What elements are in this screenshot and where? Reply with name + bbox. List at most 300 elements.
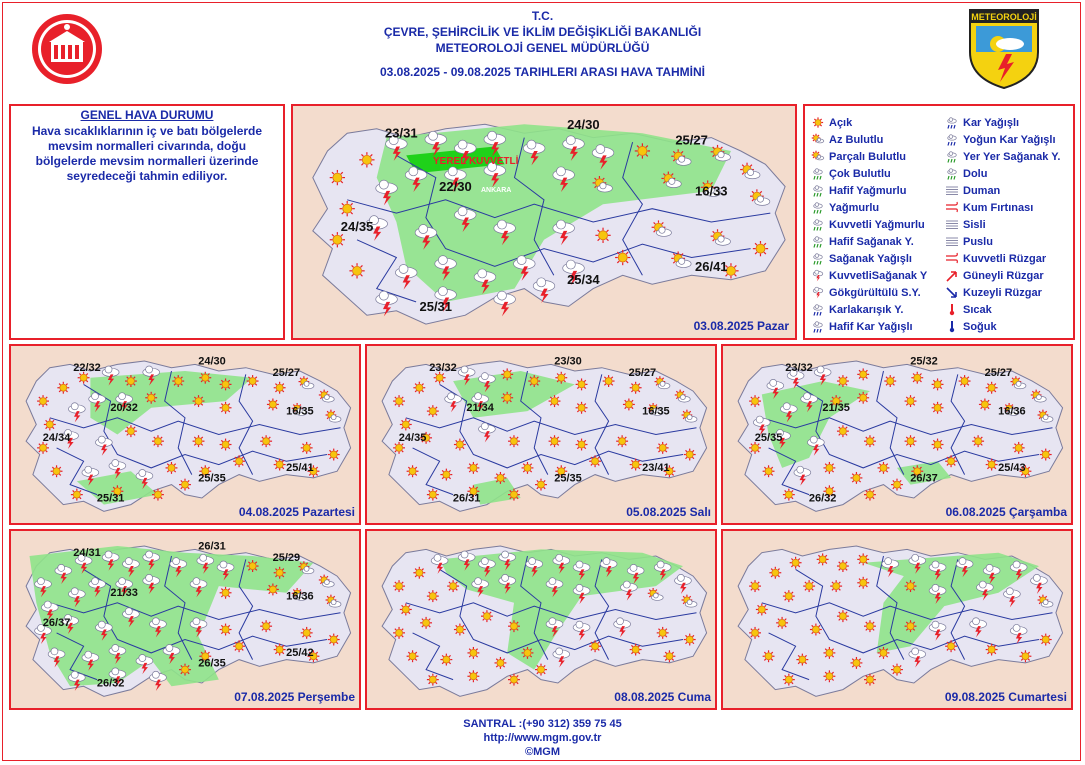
sun-icon [359, 152, 374, 167]
temperature-label: 16/33 [695, 183, 728, 199]
legend-item [945, 131, 1060, 148]
sun-icon [790, 557, 802, 569]
sun-icon [71, 489, 83, 501]
legend-item-label: Dolu [963, 167, 988, 180]
sun-icon [864, 435, 876, 447]
sun-icon [44, 419, 56, 431]
temperature-label: 20/32 [110, 402, 138, 415]
legend-item [811, 318, 927, 335]
temperature-label: 16/35 [642, 405, 670, 418]
temperature-label: 21/34 [466, 402, 494, 415]
sun-icon [905, 620, 917, 632]
header-directorate: METEOROLOJİ GENEL MÜDÜRLÜĞÜ [435, 41, 650, 55]
north-wind-icon [945, 286, 959, 299]
sun-icon [494, 472, 506, 484]
sun-icon [260, 435, 272, 447]
sun-icon [467, 670, 479, 682]
sun-icon [830, 580, 842, 592]
partly-cloudy-icon [811, 150, 825, 163]
legend-item-label: Yer Yer Sağanak Y. [963, 150, 1061, 163]
temperature-label: 26/32 [808, 492, 837, 505]
legend-item-label: Gökgürültülü S.Y. [829, 286, 921, 299]
sun-icon [393, 580, 405, 592]
heavy-rain-icon [811, 218, 825, 231]
legend-item-label: Puslu [963, 235, 993, 248]
sun-icon [857, 368, 869, 380]
fog-icon [945, 218, 959, 231]
sun-icon [864, 489, 876, 501]
legend-item-label: KuvvetliSağanak Y [829, 269, 928, 282]
sun-icon [837, 610, 849, 622]
legend-box [803, 104, 1075, 340]
sun-icon [274, 567, 286, 579]
sun-icon [447, 580, 459, 592]
sun-icon [763, 650, 775, 662]
sun-icon [481, 610, 493, 622]
sun-icon [193, 435, 205, 447]
sun-icon [247, 560, 259, 572]
legend-item-label: Sağanak Yağışlı [829, 252, 912, 265]
main-forecast-map [291, 104, 797, 340]
temperature-label: 26/37 [910, 472, 938, 485]
legend-item [811, 199, 927, 216]
sun-icon [823, 462, 835, 474]
south-wind-icon [945, 269, 959, 282]
sun-icon [783, 674, 795, 686]
day-map-1-date: 04.08.2025 Pazartesi [238, 505, 355, 519]
temperature-label: 24/30 [198, 355, 226, 368]
legend-item [811, 114, 927, 131]
cloudy-icon [811, 167, 825, 180]
sun-icon [179, 479, 191, 491]
temperature-label: 23/41 [642, 462, 670, 475]
hail-icon [945, 167, 959, 180]
day-map-2-svg [367, 346, 715, 523]
temperature-label: 25/27 [675, 132, 708, 148]
smoke-icon [945, 184, 959, 197]
sun-icon [494, 657, 506, 669]
temperature-label: 25/29 [272, 552, 301, 565]
sun-icon [823, 647, 835, 659]
sun-icon [959, 375, 971, 387]
temperature-label: 23/32 [429, 362, 457, 375]
sun-icon [528, 375, 540, 387]
sun-icon [603, 375, 615, 387]
sun-icon [508, 674, 520, 686]
meteoroloji-logo [968, 8, 1040, 90]
temperature-label: 23/31 [385, 125, 418, 141]
few-clouds-icon [811, 133, 825, 146]
sun-icon [420, 617, 432, 629]
sun-icon [267, 583, 279, 595]
sun-icon [635, 143, 650, 158]
legend-item-label: Hafif Kar Yağışlı [829, 320, 913, 333]
heavy-shower-icon [811, 269, 825, 282]
sun-icon [467, 647, 479, 659]
sun-icon [413, 567, 425, 579]
sun-icon [576, 402, 588, 414]
legend-item [811, 216, 927, 233]
general-weather-title: GENEL HAVA DURUMU [80, 108, 214, 122]
temperature-label: 25/27 [984, 367, 1013, 380]
sun-icon [769, 567, 781, 579]
city-ankara: ANKARA [481, 187, 512, 194]
sun-icon [267, 398, 279, 410]
legend-item [945, 301, 1060, 318]
sun-icon [427, 489, 439, 501]
sun-icon [152, 435, 164, 447]
sun-icon [986, 644, 998, 656]
sun-icon [837, 375, 849, 387]
sun-icon [891, 479, 903, 491]
sun-icon [220, 402, 232, 414]
sun-icon [454, 439, 466, 451]
meteoroloji-logo-text: METEOROLOJİ [971, 12, 1037, 22]
day-map-2-date: 05.08.2025 Salı [626, 505, 711, 519]
sun-icon [630, 644, 642, 656]
legend-item [811, 165, 927, 182]
sun-icon [328, 634, 340, 646]
legend-item [811, 148, 927, 165]
sun-icon [837, 560, 849, 572]
sun-icon [884, 375, 896, 387]
sun-icon [467, 462, 479, 474]
sun-icon [440, 654, 452, 666]
sun-icon [440, 469, 452, 481]
sun-icon [220, 624, 232, 636]
temperature-label: 26/41 [695, 258, 728, 274]
light-rain-icon [811, 184, 825, 197]
temperature-label: 16/35 [286, 405, 314, 418]
day-map-6-date: 09.08.2025 Cumartesi [944, 690, 1067, 704]
temperature-label: 22/32 [73, 362, 101, 375]
sun-icon [400, 604, 412, 616]
temperature-label: 25/31 [96, 492, 125, 505]
light-shower-icon [811, 235, 825, 248]
day-map-4-date: 07.08.2025 Perşembe [234, 690, 355, 704]
temperature-label: 25/34 [567, 272, 600, 288]
legend-item-label: Sıcak [963, 303, 992, 316]
temperature-label: 26/32 [96, 677, 125, 690]
main-map-svg [293, 106, 795, 338]
footer-phone: SANTRAL :(+90 312) 359 75 45 [463, 718, 622, 730]
sun-icon [328, 449, 340, 461]
header-ministry: ÇEVRE, ŞEHİRCİLİK VE İKLİM DEĞİŞİKLİĞİ BAKANLIĞI [383, 25, 702, 39]
general-weather-text: Hava sıcaklıklarının iç ve batı bölgelerde mevsim normalleri civarında, doğu bölgelerde mevsim normalleri üzerinde seyredeceği tahmin ediliyor. [31, 124, 263, 183]
sun-icon [796, 654, 808, 666]
legend-item-label: Açık [829, 116, 853, 129]
temperature-label: 23/30 [554, 355, 582, 368]
sun-icon [763, 465, 775, 477]
sun-icon [837, 425, 849, 437]
sun-icon [522, 462, 534, 474]
sun-icon [630, 382, 642, 394]
sun-icon [657, 627, 669, 639]
legend-item-label: Kar Yağışlı [963, 116, 1020, 129]
sun-icon [400, 419, 412, 431]
legend-item [945, 182, 1060, 199]
legend-item-label: Karlakarışık Y. [829, 303, 904, 316]
sun-icon [407, 465, 419, 477]
footer-copyright: ©MGM [525, 746, 560, 758]
sun-icon [945, 455, 957, 467]
sun-icon [535, 479, 547, 491]
legend-item [945, 199, 1060, 216]
sun-icon [986, 382, 998, 394]
header [0, 8, 1085, 80]
footer [0, 717, 1085, 759]
sun-icon [427, 590, 439, 602]
header-date-range: 03.08.2025 - 09.08.2025 TARIHLERI ARASI HAVA TAHMİNİ [380, 65, 705, 79]
sun-icon [179, 664, 191, 676]
sun-icon [811, 116, 825, 129]
sun-icon [595, 228, 610, 243]
sun-icon [51, 465, 63, 477]
legend-item [945, 250, 1060, 267]
temperature-label: 25/41 [286, 462, 314, 475]
sun-icon [260, 620, 272, 632]
sun-icon [864, 620, 876, 632]
temperature-label: 25/35 [754, 432, 783, 445]
thunderstorm-icon [811, 286, 825, 299]
sun-icon [972, 435, 984, 447]
sun-icon [340, 201, 355, 216]
sun-icon [193, 395, 205, 407]
strong-wind-icon [945, 252, 959, 265]
sun-icon [220, 378, 232, 390]
day-map-4-svg [11, 531, 359, 708]
sun-icon [817, 553, 829, 565]
sun-icon [986, 459, 998, 471]
temperature-label: 24/35 [398, 432, 427, 445]
general-weather-box [9, 104, 285, 340]
sun-icon [576, 439, 588, 451]
sun-icon [57, 382, 69, 394]
sun-icon [247, 375, 259, 387]
sun-icon [576, 378, 588, 390]
sun-icon [549, 435, 561, 447]
main-map-date: 03.08.2025 Pazar [693, 319, 789, 333]
day-map-3 [721, 344, 1073, 525]
legend-item [945, 233, 1060, 250]
temperature-label: 24/34 [42, 432, 71, 445]
sun-icon [878, 647, 890, 659]
day-map-1-svg [11, 346, 359, 523]
day-map-2 [365, 344, 717, 525]
sun-icon [623, 398, 635, 410]
sun-icon [233, 455, 245, 467]
temperature-label: 25/35 [198, 472, 226, 485]
sun-icon [878, 462, 890, 474]
sun-icon [783, 590, 795, 602]
temperature-label: 26/31 [198, 540, 226, 553]
sun-icon [166, 462, 178, 474]
sun-icon [932, 402, 944, 414]
footer-url[interactable]: http://www.mgm.gov.tr [483, 732, 602, 744]
temperature-label: 24/30 [567, 116, 600, 132]
sun-icon [501, 368, 513, 380]
temperature-label: 22/30 [439, 178, 472, 194]
sun-icon [979, 398, 991, 410]
legend-item-label: Duman [963, 184, 1001, 197]
legend-item-label: Parçalı Bulutlu [829, 150, 907, 163]
sun-icon [783, 489, 795, 501]
legend-right-column [945, 114, 1060, 335]
legend-item [945, 114, 1060, 131]
sun-icon [301, 442, 313, 454]
sun-icon [850, 657, 862, 669]
local-strong-banner: YEREL KUVVETLİ [433, 156, 519, 167]
legend-item-label: Hafif Sağanak Y. [829, 235, 914, 248]
sun-icon [911, 372, 923, 384]
legend-item-label: Kum Fırtınası [963, 201, 1034, 214]
sun-icon [330, 232, 345, 247]
hot-icon [945, 303, 959, 316]
temperature-label: 16/36 [998, 405, 1026, 418]
legend-item [945, 284, 1060, 301]
snow-icon [945, 116, 959, 129]
legend-item [811, 301, 927, 318]
temperature-label: 24/31 [73, 547, 101, 560]
sun-icon [274, 459, 286, 471]
sun-icon [756, 604, 768, 616]
sun-icon [663, 650, 675, 662]
sun-icon [891, 664, 903, 676]
sun-icon [615, 250, 630, 265]
sun-icon [616, 435, 628, 447]
temperature-label: 25/35 [554, 472, 582, 485]
day-map-5-date: 08.08.2025 Cuma [614, 690, 711, 704]
sleet-icon [811, 303, 825, 316]
sun-icon [393, 395, 405, 407]
legend-item-label: Sisli [963, 218, 986, 231]
sun-icon [233, 640, 245, 652]
sun-icon [393, 627, 405, 639]
legend-item [945, 216, 1060, 233]
thunderstorm-icon [150, 671, 167, 691]
sun-icon [152, 489, 164, 501]
sun-icon [589, 640, 601, 652]
legend-item-label: Çok Bulutlu [829, 167, 891, 180]
legend-item-label: Yoğun Kar Yağışlı [963, 133, 1056, 146]
legend-item [811, 284, 927, 301]
sun-icon [857, 392, 869, 404]
day-map-3-svg [723, 346, 1071, 523]
sun-icon [1013, 442, 1025, 454]
rain-icon [811, 201, 825, 214]
sun-icon [749, 580, 761, 592]
sun-icon [508, 489, 520, 501]
sandstorm-icon [945, 201, 959, 214]
haze-icon [945, 235, 959, 248]
sun-icon [454, 624, 466, 636]
day-map-6-svg [723, 531, 1071, 708]
sun-icon [549, 395, 561, 407]
sun-icon [684, 634, 696, 646]
legend-item [811, 267, 927, 284]
header-tc: T.C. [531, 9, 554, 23]
sun-icon [125, 375, 137, 387]
sun-icon [220, 439, 232, 451]
day-map-5-svg [367, 531, 715, 708]
temperature-label: 25/31 [419, 298, 453, 314]
sun-icon [349, 263, 364, 278]
sun-icon [945, 640, 957, 652]
legend-item-label: Az Bulutlu [829, 133, 884, 146]
sun-icon [330, 170, 345, 185]
day-map-4 [9, 529, 361, 710]
sun-icon [501, 392, 513, 404]
sun-icon [407, 650, 419, 662]
sun-icon [905, 435, 917, 447]
legend-item-label: Güneyli Rüzgar [963, 269, 1044, 282]
scattered-shower-icon [945, 150, 959, 163]
temperature-label: 24/35 [340, 218, 374, 234]
legend-left-column [811, 114, 927, 335]
sun-icon [803, 580, 815, 592]
sun-icon [630, 459, 642, 471]
legend-item-label: Kuzeyli Rüzgar [963, 286, 1042, 299]
sun-icon [776, 617, 788, 629]
day-map-1 [9, 344, 361, 525]
sun-icon [857, 553, 869, 565]
sun-icon [657, 442, 669, 454]
sun-icon [753, 241, 768, 256]
sun-icon [932, 439, 944, 451]
temperature-label: 25/42 [286, 647, 314, 660]
sun-icon [427, 405, 439, 417]
sun-icon [905, 580, 917, 592]
sun-icon [905, 395, 917, 407]
temperature-label: 21/33 [110, 587, 138, 600]
day-map-3-date: 06.08.2025 Çarşamba [945, 505, 1067, 519]
legend-item-label: Kuvvetli Rüzgar [963, 252, 1047, 265]
legend-item-label: Hafif Yağmurlu [829, 184, 907, 197]
sun-icon [589, 455, 601, 467]
day-map-5 [365, 529, 717, 710]
legend-item-label: Soğuk [963, 320, 997, 333]
legend-item [945, 318, 1060, 335]
sun-icon [1040, 449, 1052, 461]
legend-item [945, 148, 1060, 165]
sun-icon [508, 620, 520, 632]
temperature-label: 25/27 [272, 367, 301, 380]
sun-icon [857, 577, 869, 589]
sun-icon [932, 378, 944, 390]
cold-icon [945, 320, 959, 333]
shower-icon [811, 252, 825, 265]
legend-item-label: Yağmurlu [829, 201, 880, 214]
temperature-label: 26/31 [452, 492, 481, 505]
sun-icon [1019, 650, 1031, 662]
legend-item [811, 182, 927, 199]
temperature-label: 25/32 [910, 355, 938, 368]
legend-item [811, 233, 927, 250]
heavy-snow-icon [945, 133, 959, 146]
temperature-label: 26/37 [42, 617, 71, 630]
temperature-label: 25/43 [998, 462, 1026, 475]
legend-item-label: Kuvvetli Yağmurlu [829, 218, 925, 231]
sun-icon [199, 372, 211, 384]
temperature-label: 16/36 [286, 590, 314, 603]
sun-icon [684, 449, 696, 461]
sun-icon [555, 372, 567, 384]
sun-icon [1040, 634, 1052, 646]
sun-icon [535, 664, 547, 676]
sun-icon [427, 674, 439, 686]
legend-item [811, 131, 927, 148]
sun-icon [508, 435, 520, 447]
